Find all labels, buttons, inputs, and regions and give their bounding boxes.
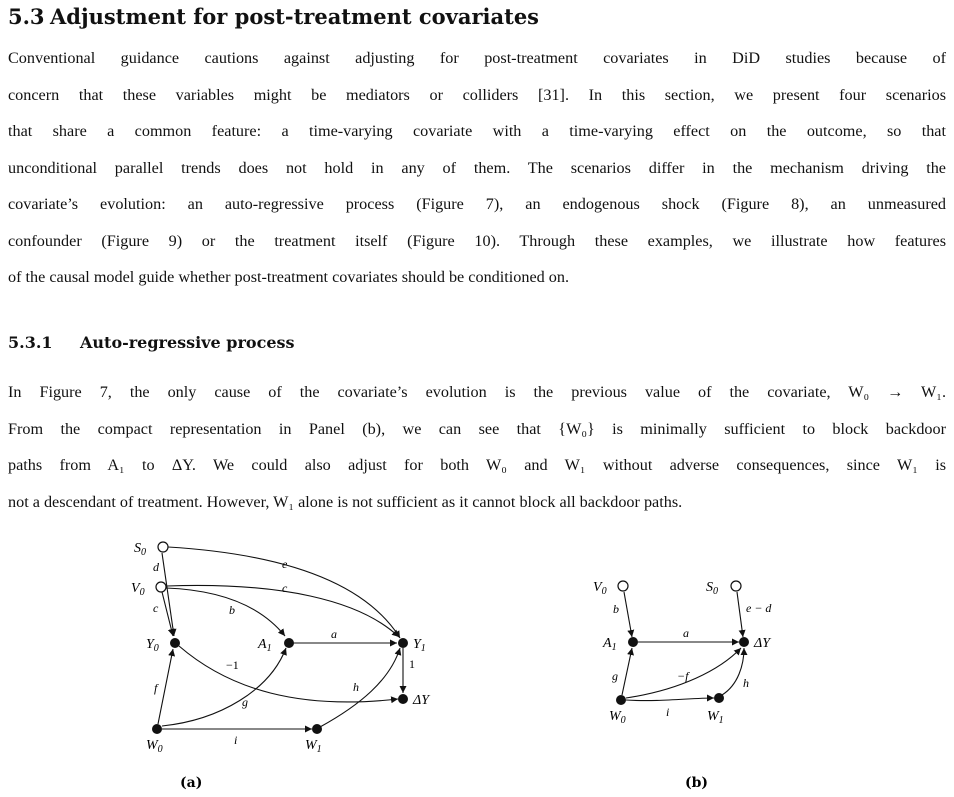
node-s0 bbox=[158, 542, 168, 552]
edge-label-d: d bbox=[153, 560, 159, 574]
paragraph-line: In Figure 7, the only cause of the covariate’s evolution is the previous value of the covariate, W₀ → W₁. bbox=[8, 383, 946, 401]
edge-label-f: f bbox=[154, 681, 158, 695]
edge-label-b-i: i bbox=[666, 705, 670, 719]
node-b-v0 bbox=[618, 581, 628, 591]
label-s0: $S_0$ bbox=[134, 541, 146, 558]
label-b-a1: $A_1$ bbox=[603, 636, 617, 653]
section-title: Adjustment for post-treatment covariates bbox=[50, 4, 539, 29]
label-b-dy: ΔY bbox=[754, 636, 771, 651]
node-y1 bbox=[398, 638, 408, 648]
subsection-heading bbox=[8, 333, 295, 352]
edge-s0-y0 bbox=[162, 553, 174, 636]
section-paragraph bbox=[8, 40, 946, 296]
paragraph-line: not a descendant of treatment. However, W₁ alone is not sufficient as it cannot block all backdoor paths. bbox=[8, 492, 683, 511]
node-w1 bbox=[312, 724, 322, 734]
label-b-w1: $W_1$ bbox=[707, 709, 724, 726]
edge-w1-y1 bbox=[320, 648, 400, 727]
edge-w0-a1 bbox=[162, 648, 286, 726]
edge-label-b-h: h bbox=[743, 676, 749, 690]
subsection-title: Auto-regressive process bbox=[80, 333, 295, 352]
panel-a-nodes bbox=[152, 542, 408, 734]
paragraph-line: paths from A₁ to ΔY. We could also adjust for both W₀ and W₁ without adverse consequences, since W₁ is bbox=[8, 456, 946, 474]
edge-label-b: b bbox=[229, 603, 235, 617]
edge-label-a: a bbox=[331, 627, 337, 641]
edge-v0-a1 bbox=[166, 588, 285, 636]
panel-a-caption: (a) bbox=[180, 775, 203, 791]
edge-w0-y0 bbox=[158, 649, 173, 724]
edge-label-c-top: c bbox=[282, 581, 288, 595]
edge-label-g: g bbox=[242, 695, 248, 709]
paragraph-line: Conventional guidance cautions against adjusting for post-treatment covariates in DiD studies because of bbox=[8, 49, 946, 67]
edge-label-h: h bbox=[353, 680, 359, 694]
node-b-w0 bbox=[616, 695, 626, 705]
section-number: 5.3 bbox=[8, 4, 45, 29]
panel-b-caption: (b) bbox=[685, 775, 709, 791]
label-b-s0: $S_0$ bbox=[706, 580, 718, 597]
section-heading bbox=[8, 4, 539, 29]
node-b-a1 bbox=[628, 637, 638, 647]
label-y1: $Y_1$ bbox=[413, 637, 426, 654]
panel-b-edges bbox=[622, 592, 744, 701]
label-w1: $W_1$ bbox=[305, 738, 322, 755]
paragraph-line: covariate’s evolution: an auto-regressive process (Figure 7), an endogenous shock (Figure 8), an unmeasured bbox=[8, 195, 946, 213]
causal-diagram-figure bbox=[0, 520, 954, 797]
edge-b-w0-a1 bbox=[622, 648, 632, 695]
edge-label-b-b: b bbox=[613, 602, 619, 616]
label-v0: $V_0$ bbox=[131, 581, 145, 598]
edge-label-minus1: −1 bbox=[226, 658, 239, 672]
edge-y0-dy bbox=[179, 646, 398, 702]
panel-b-edge-labels bbox=[612, 601, 772, 719]
node-b-s0 bbox=[731, 581, 741, 591]
panel-a-edges bbox=[158, 547, 403, 729]
paragraph-line: From the compact representation in Panel (b), we can see that {W₀} is minimally sufficient to block backdoor bbox=[8, 419, 946, 438]
edge-label-b-a: a bbox=[683, 626, 689, 640]
edge-b-s0-dy bbox=[737, 592, 743, 637]
node-dy bbox=[398, 694, 408, 704]
label-dy: ΔY bbox=[413, 693, 430, 708]
edge-b-w0-w1 bbox=[626, 698, 714, 701]
label-y0: $Y_0$ bbox=[146, 637, 159, 654]
edge-label-e: e bbox=[282, 557, 288, 571]
node-w0 bbox=[152, 724, 162, 734]
paragraph-line: that share a common feature: a time-varying covariate with a time-varying effect on the outcome, so that bbox=[8, 122, 946, 140]
edge-label-1: 1 bbox=[409, 657, 415, 671]
label-b-v0: $V_0$ bbox=[593, 580, 607, 597]
panel-b-nodes bbox=[616, 581, 749, 705]
node-y0 bbox=[170, 638, 180, 648]
label-b-w0: $W_0$ bbox=[609, 709, 626, 726]
node-a1 bbox=[284, 638, 294, 648]
paragraph-line: unconditional parallel trends does not hold in any of them. The scenarios differ in the mechanism driving the bbox=[8, 158, 946, 177]
node-b-w1 bbox=[714, 693, 724, 703]
edge-label-c-left: c bbox=[153, 601, 159, 615]
edge-b-v0-a1 bbox=[624, 592, 632, 637]
edge-label-b-g: g bbox=[612, 669, 618, 683]
edge-label-b-minus-f: −f bbox=[677, 669, 689, 683]
label-w0: $W_0$ bbox=[146, 738, 163, 755]
subsection-paragraph bbox=[8, 374, 946, 520]
paragraph-line: of the causal model guide whether post-treatment covariates should be conditioned on. bbox=[8, 268, 569, 286]
edge-label-i: i bbox=[234, 733, 238, 747]
subsection-number: 5.3.1 bbox=[8, 333, 53, 352]
edge-label-b-e-minus-d: e − d bbox=[746, 601, 772, 615]
paragraph-line: confounder (Figure 9) or the treatment itself (Figure 10). Through these examples, we illustrate how features bbox=[8, 231, 946, 250]
node-b-dy bbox=[739, 637, 749, 647]
panel-a-node-labels bbox=[131, 541, 431, 755]
node-v0 bbox=[156, 582, 166, 592]
paragraph-line: concern that these variables might be mediators or colliders [31]. In this section, we present four scenarios bbox=[8, 85, 946, 104]
label-a1: $A_1$ bbox=[258, 637, 272, 654]
